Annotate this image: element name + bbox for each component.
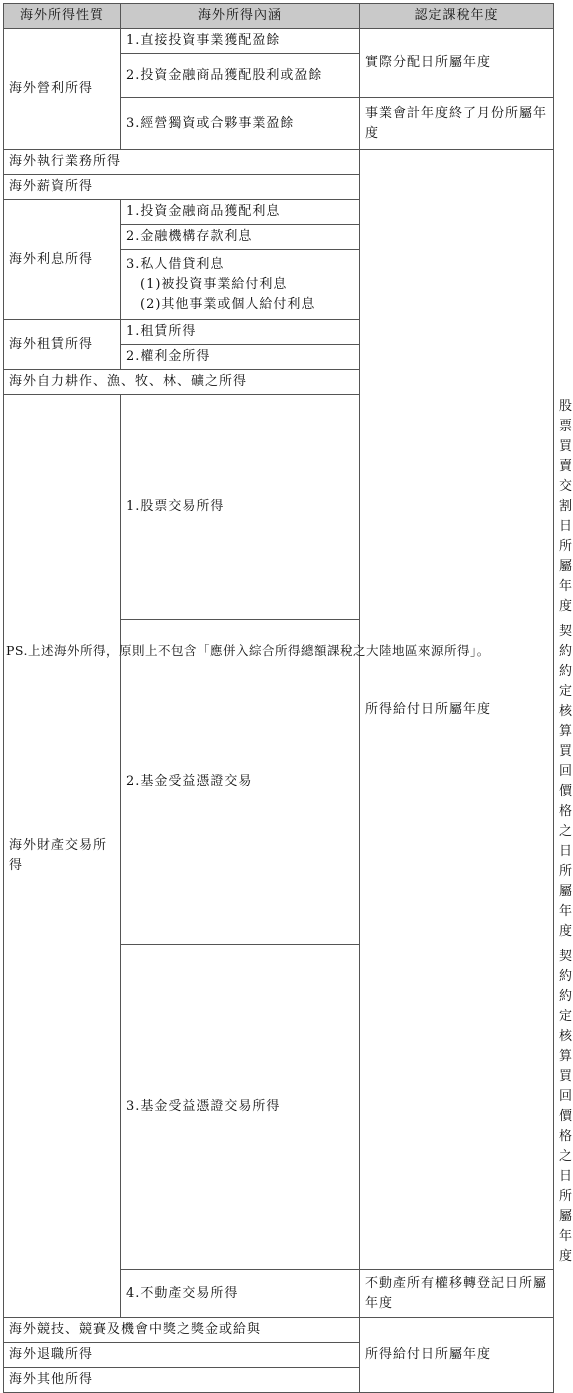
payment-year: 所得給付日所屬年度 (360, 150, 554, 1270)
category-salary: 海外薪資所得 (4, 175, 360, 200)
category-farming: 海外自力耕作、漁、牧、林、礦之所得 (4, 370, 360, 395)
header-tax-year: 認定課稅年度 (360, 4, 554, 29)
table-row (4, 29, 554, 54)
category-practice: 海外執行業務所得 (4, 150, 360, 175)
payment-year-2: 所得給付日所屬年度 (360, 1318, 554, 1393)
property-item-1: 1.股票交易所得 (121, 395, 360, 620)
table-row (4, 150, 554, 175)
category-rental: 海外租賃所得 (4, 320, 121, 370)
interest-item-2: 2.金融機構存款利息 (121, 225, 360, 250)
interest-item-3: 3.私人借貸利息 (126, 256, 225, 272)
overseas-income-table (3, 3, 573, 1393)
category-business: 海外營利所得 (4, 29, 121, 150)
category-retirement: 海外退職所得 (4, 1343, 360, 1368)
header-income-type: 海外所得性質 (4, 4, 121, 29)
business-item-1: 1.直接投資事業獲配盈餘 (121, 29, 360, 54)
table-header-row (4, 4, 554, 29)
business-item-2: 2.投資金融商品獲配股利或盈餘 (121, 54, 360, 98)
category-property: 海外財產交易所得 (4, 395, 121, 1318)
property-item-4: 4.不動產交易所得 (121, 1270, 360, 1318)
interest-item-3-cell (121, 250, 360, 320)
business-year-b: 事業會計年度終了月份所屬年度 (360, 98, 554, 150)
table-row: 2.基金受益憑證交易 契約約定核算買回價格之日所屬年度 (4, 620, 554, 945)
header-income-content: 海外所得內涵 (121, 4, 360, 29)
interest-item-3-2: (2)其他事業或個人給付利息 (140, 296, 316, 312)
interest-item-3-1: (1)被投資事業給付利息 (140, 276, 288, 292)
rental-item-2: 2.權利金所得 (121, 345, 360, 370)
property-item-2: 2.基金受益憑證交易 (121, 620, 360, 945)
rental-item-1: 1.租賃所得 (121, 320, 360, 345)
category-other: 海外其他所得 (4, 1368, 360, 1393)
property-item-3: 3.基金受益憑證交易所得 (121, 945, 360, 1270)
property-year-4: 不動產所有權移轉登記日所屬年度 (360, 1270, 554, 1318)
table-row (4, 1318, 554, 1343)
business-year-a: 實際分配日所屬年度 (360, 29, 554, 98)
category-prize: 海外競技、競賽及機會中獎之獎金或給與 (4, 1318, 360, 1343)
interest-item-1: 1.投資金融商品獲配利息 (121, 200, 360, 225)
footnote: PS.上述海外所得，原則上不包含「應併入綜合所得總額課稅之大陸地區來源所得」。 (6, 643, 490, 658)
table-row: 3.基金受益憑證交易所得 契約約定核算買回價格之日所屬年度 (4, 945, 554, 1270)
table-row: 海外財產交易所得 1.股票交易所得 股票買賣交割日所屬年度 (4, 395, 554, 620)
category-interest: 海外利息所得 (4, 200, 121, 320)
business-item-3: 3.經營獨資或合夥事業盈餘 (121, 98, 360, 150)
